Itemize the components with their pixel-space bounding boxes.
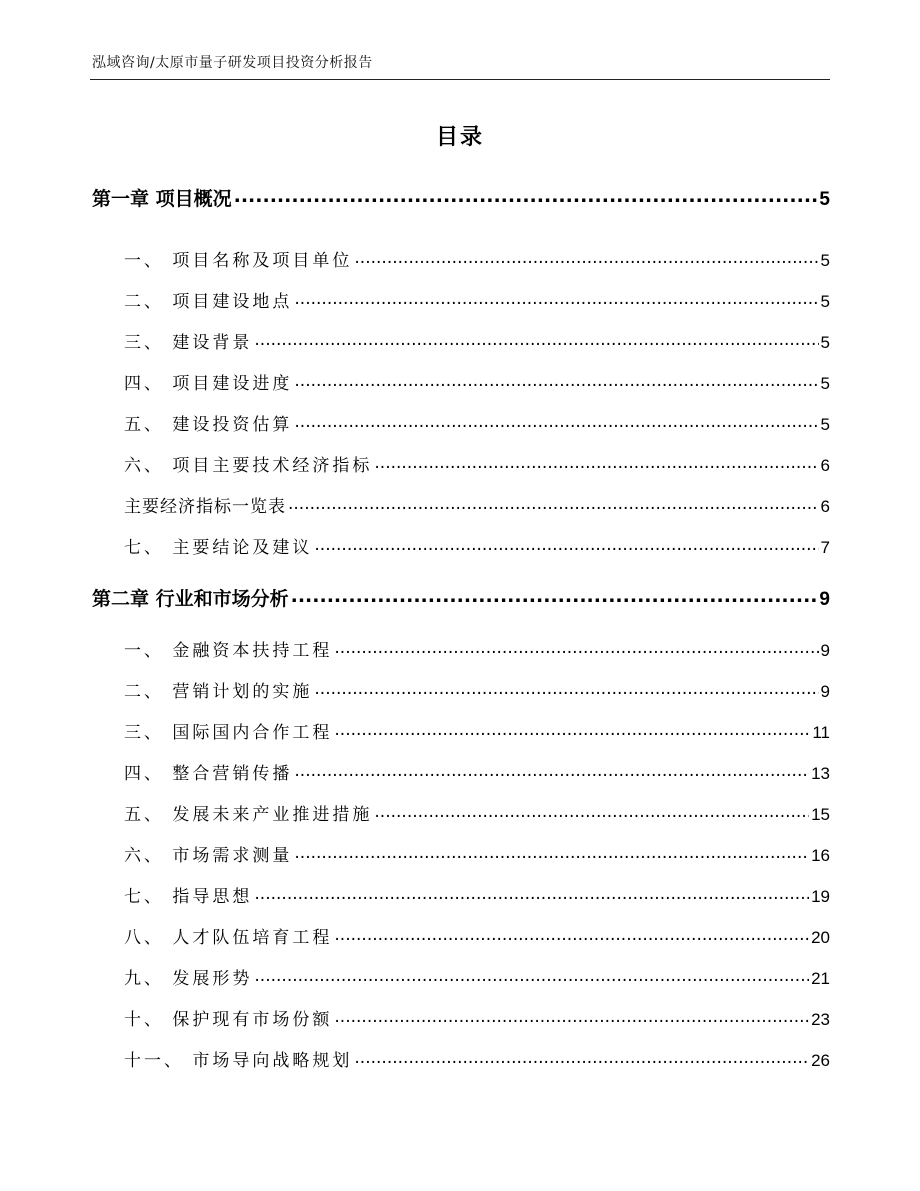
toc-entry-label: 六、 市场需求测量 bbox=[124, 846, 293, 866]
toc-chapter-1[interactable] bbox=[92, 184, 830, 211]
toc-entry-label: 一、 项目名称及项目单位 bbox=[124, 251, 353, 271]
toc-dot-leader bbox=[254, 331, 818, 348]
toc-entry[interactable] bbox=[92, 636, 830, 661]
toc-dot-leader bbox=[314, 536, 818, 553]
toc-entry-label: 二、 项目建设地点 bbox=[124, 292, 293, 312]
toc-dot-leader bbox=[294, 290, 818, 307]
toc-dot-leader bbox=[254, 885, 809, 902]
toc-page-number: 11 bbox=[812, 723, 830, 742]
toc-entry[interactable] bbox=[92, 841, 830, 866]
toc-page-number: 26 bbox=[811, 1051, 830, 1070]
toc-dot-leader bbox=[294, 413, 818, 430]
toc-entry-label: 三、 国际国内合作工程 bbox=[124, 723, 333, 743]
toc-entry-label: 七、 指导思想 bbox=[124, 887, 253, 907]
toc-entry[interactable] bbox=[92, 533, 830, 558]
toc-dot-leader bbox=[314, 680, 818, 697]
running-header: 泓域咨询/太原市量子研发项目投资分析报告 bbox=[92, 55, 373, 71]
toc-entry-label: 二、 营销计划的实施 bbox=[124, 682, 313, 702]
toc-entry[interactable] bbox=[92, 800, 830, 825]
toc-entry[interactable] bbox=[92, 882, 830, 907]
toc-entry-label: 第一章 项目概况 bbox=[92, 188, 232, 210]
toc-entry[interactable] bbox=[92, 246, 830, 271]
toc-page-number: 20 bbox=[811, 928, 830, 947]
toc-entry-label: 六、 项目主要技术经济指标 bbox=[124, 456, 373, 476]
toc-entry-label: 八、 人才队伍培育工程 bbox=[124, 928, 333, 948]
toc-title: 目录 bbox=[435, 125, 484, 150]
toc-dot-leader bbox=[334, 1008, 809, 1025]
toc-page-number: 9 bbox=[819, 589, 830, 610]
toc-entry[interactable] bbox=[92, 677, 830, 702]
toc-dot-leader bbox=[291, 586, 818, 605]
toc-entry-label: 七、 主要结论及建议 bbox=[124, 538, 313, 558]
toc-dot-leader bbox=[288, 495, 819, 512]
toc-page-number: 5 bbox=[820, 374, 830, 393]
toc-chapter-2[interactable] bbox=[92, 584, 830, 611]
toc-dot-leader bbox=[354, 1049, 809, 1066]
toc-page-number: 5 bbox=[820, 415, 830, 434]
toc-dot-leader bbox=[354, 249, 818, 266]
toc-entry[interactable] bbox=[92, 369, 830, 394]
toc-entry-label: 第二章 行业和市场分析 bbox=[92, 588, 289, 610]
toc-page-number: 5 bbox=[819, 189, 830, 210]
toc-entry-label: 三、 建设背景 bbox=[124, 333, 253, 353]
toc-entry-label: 一、 金融资本扶持工程 bbox=[124, 641, 333, 661]
toc-entry[interactable] bbox=[92, 1046, 830, 1071]
toc-entry-label: 五、 建设投资估算 bbox=[124, 415, 293, 435]
toc-page-number: 9 bbox=[820, 641, 830, 660]
toc-page-number: 6 bbox=[820, 456, 830, 475]
toc-dot-leader bbox=[334, 721, 810, 738]
toc-page-number: 5 bbox=[820, 292, 830, 311]
toc-page-number: 9 bbox=[820, 682, 830, 701]
toc-page-number: 5 bbox=[820, 251, 830, 270]
toc-page-number: 21 bbox=[811, 969, 830, 988]
toc-dot-leader bbox=[374, 454, 818, 471]
toc-entry-label: 十、 保护现有市场份额 bbox=[124, 1010, 333, 1030]
toc-entry[interactable] bbox=[92, 451, 830, 476]
toc-page-number: 6 bbox=[820, 497, 830, 516]
toc-page-number: 16 bbox=[811, 846, 830, 865]
toc-entry-label: 九、 发展形势 bbox=[124, 969, 253, 989]
toc-entry[interactable] bbox=[92, 492, 830, 517]
toc-page-number: 7 bbox=[820, 538, 830, 557]
toc-page-number: 19 bbox=[811, 887, 830, 906]
toc-page-number: 13 bbox=[811, 764, 830, 783]
toc-entry[interactable] bbox=[92, 287, 830, 312]
toc-entry-label: 十一、 市场导向战略规划 bbox=[124, 1051, 353, 1071]
toc-entry-label: 五、 发展未来产业推进措施 bbox=[124, 805, 373, 825]
toc-dot-leader bbox=[294, 844, 809, 861]
header-divider bbox=[90, 79, 830, 80]
toc-entry-label: 四、 项目建设进度 bbox=[124, 374, 293, 394]
toc-dot-leader bbox=[294, 372, 818, 389]
toc-dot-leader bbox=[294, 762, 809, 779]
toc-page-number: 5 bbox=[820, 333, 830, 352]
toc-page-number: 23 bbox=[811, 1010, 830, 1029]
toc-dot-leader bbox=[374, 803, 809, 820]
toc-entry-label: 主要经济指标一览表 bbox=[124, 497, 286, 517]
toc-entry-label: 四、 整合营销传播 bbox=[124, 764, 293, 784]
toc-entry[interactable] bbox=[92, 1005, 830, 1030]
toc-dot-leader bbox=[334, 639, 818, 656]
toc-entry[interactable] bbox=[92, 328, 830, 353]
toc-entry[interactable] bbox=[92, 923, 830, 948]
toc-dot-leader bbox=[234, 186, 818, 205]
toc-entry[interactable] bbox=[92, 410, 830, 435]
toc-dot-leader bbox=[334, 926, 809, 943]
toc-dot-leader bbox=[254, 967, 809, 984]
toc-page-number: 15 bbox=[811, 805, 830, 824]
toc-entry[interactable] bbox=[92, 964, 830, 989]
toc-entry[interactable] bbox=[92, 718, 830, 743]
toc-entry[interactable] bbox=[92, 759, 830, 784]
